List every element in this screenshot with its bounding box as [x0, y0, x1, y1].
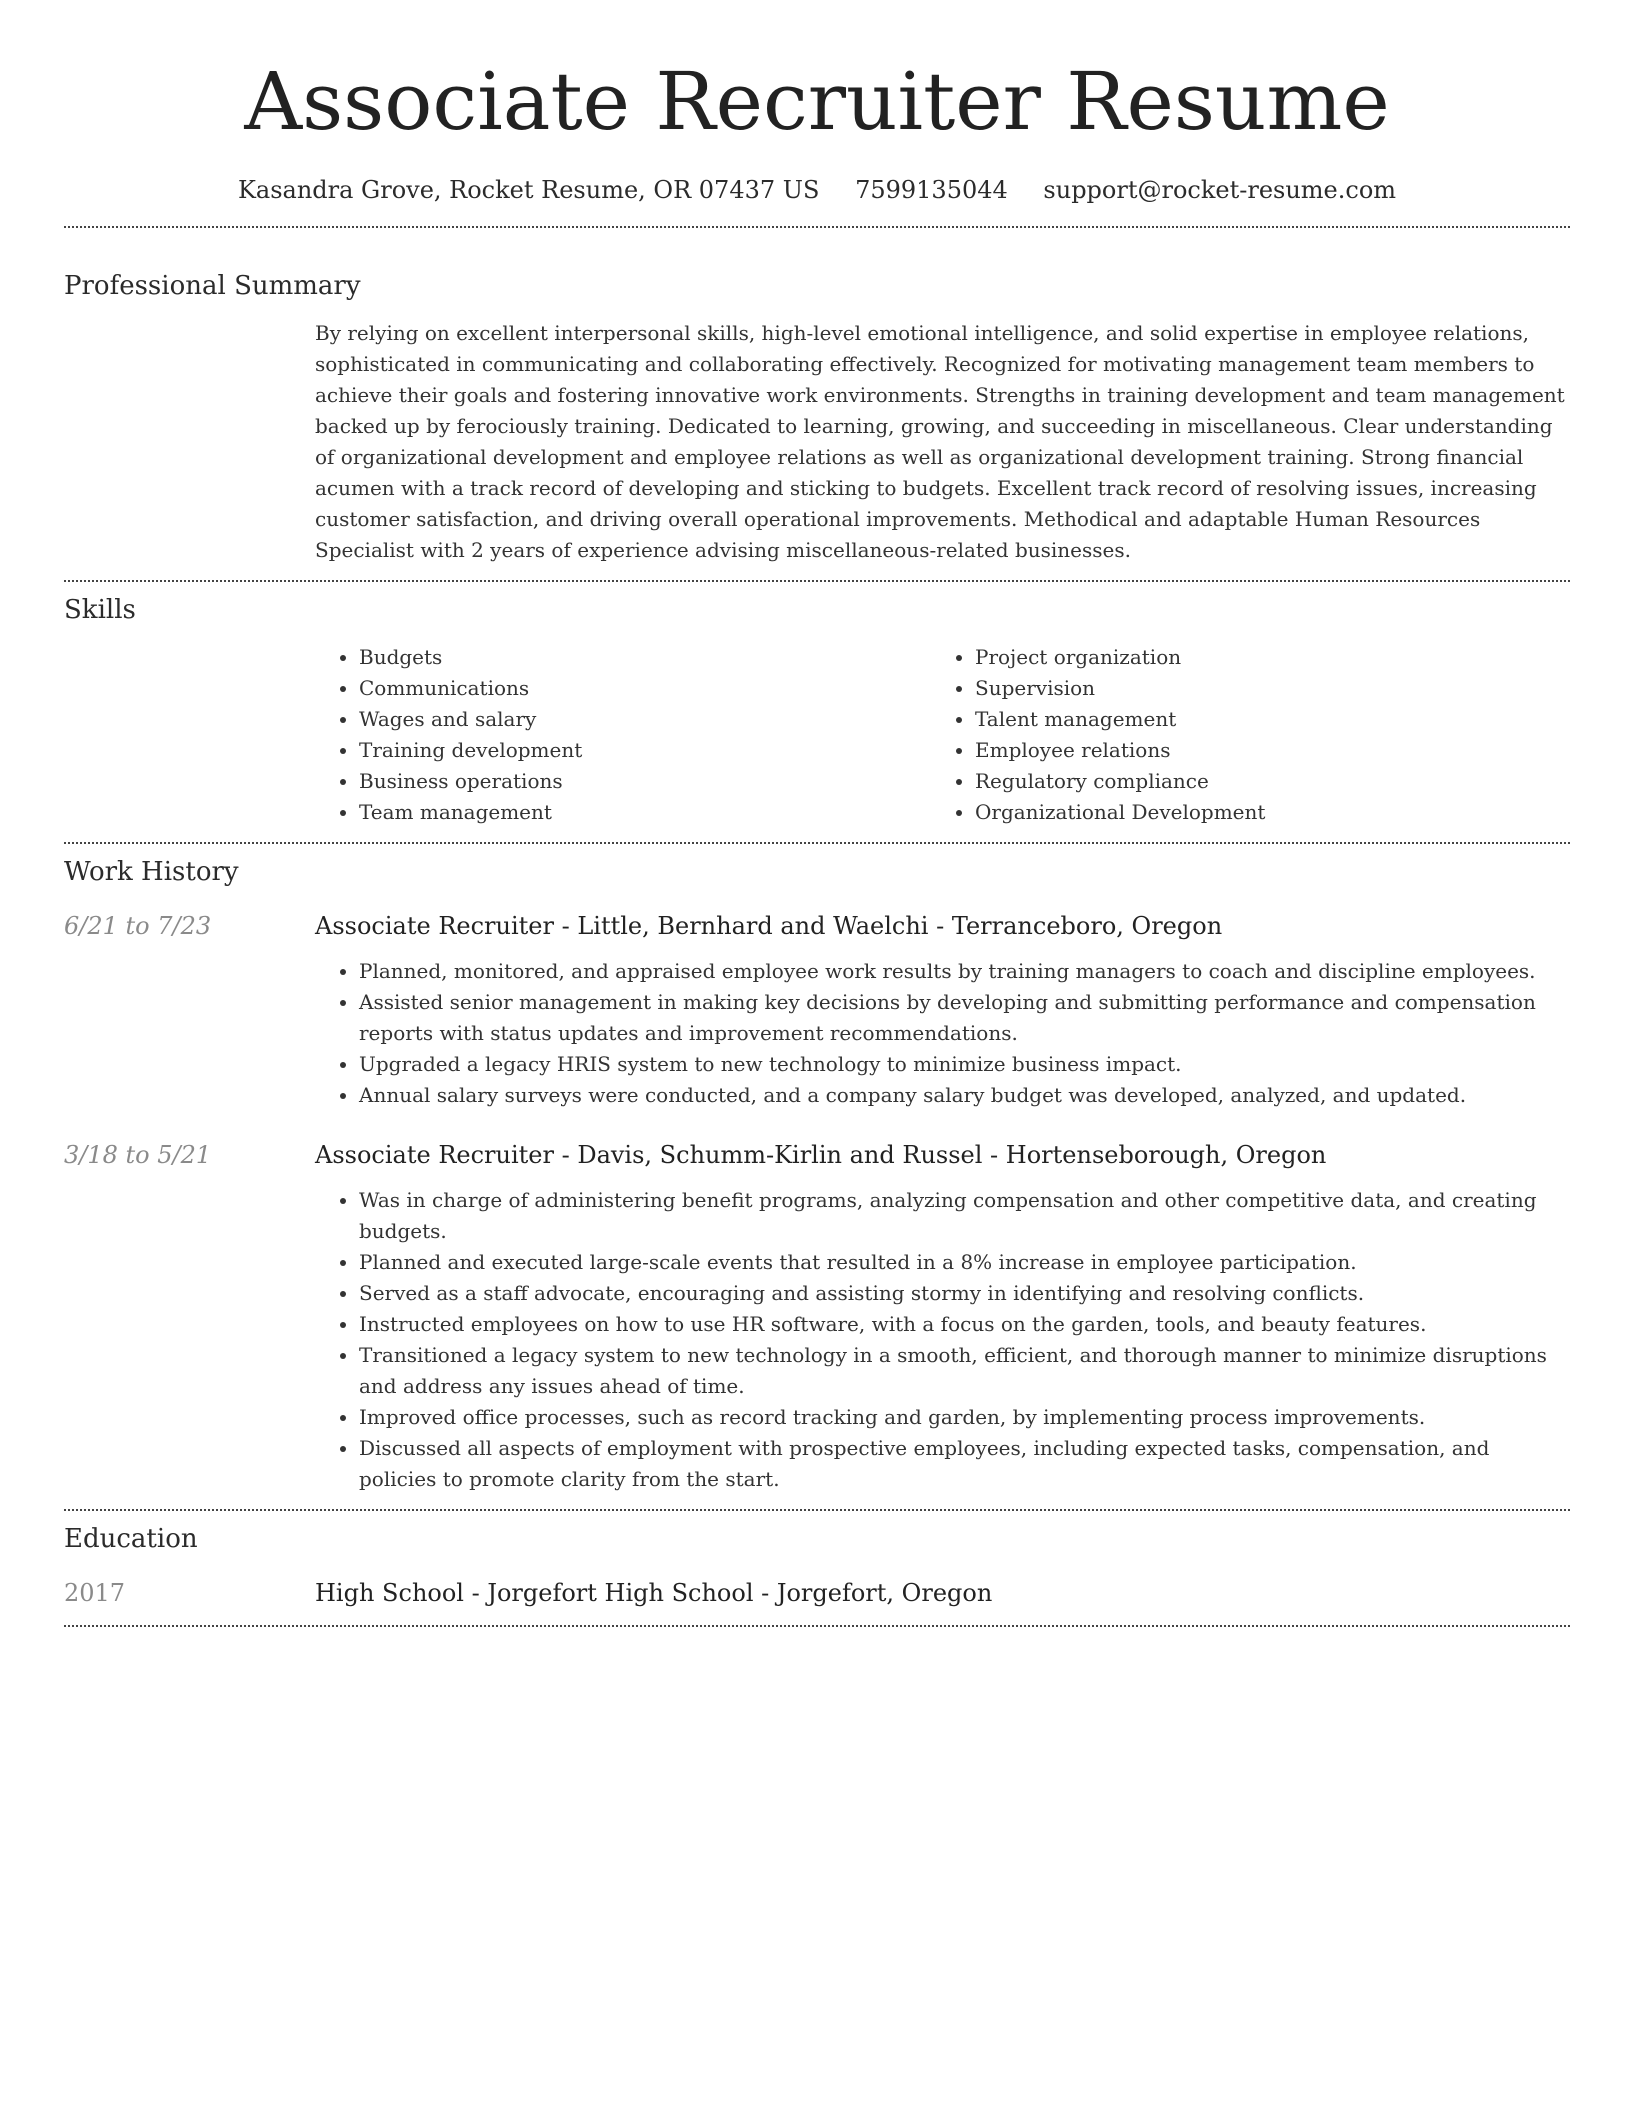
contact-address: Kasandra Grove, Rocket Resume, OR 07437 US [237, 176, 820, 204]
skill-item: • Team management [359, 797, 931, 828]
skill-item: • Training development [359, 735, 931, 766]
job-title: Associate Recruiter - Davis, Schumm-Kirlin and Russel - Hortenseborough, Oregon [315, 1141, 1327, 1169]
job-body [315, 1137, 1570, 1495]
divider [64, 842, 1570, 844]
contact-email: support@rocket-resume.com [1043, 176, 1397, 204]
job-bullet: • Instructed employees on how to use HR software, with a focus on the garden, tools, and beauty features. [359, 1309, 1570, 1340]
contact-phone: 7599135044 [855, 176, 1008, 204]
work-history-heading: Work History [64, 857, 239, 887]
skill-item: • Budgets [359, 642, 931, 673]
job-bullet: • Planned, monitored, and appraised employee work results by training managers to coach and discipline employees. [359, 956, 1570, 987]
divider [64, 1625, 1570, 1627]
skills-column-left [315, 642, 931, 828]
education-year: 2017 [64, 1579, 126, 1607]
skill-item: • Organizational Development [975, 797, 1547, 828]
summary-heading: Professional Summary [64, 271, 361, 301]
skill-item: • Supervision [975, 673, 1547, 704]
job-bullet: • Discussed all aspects of employment with prospective employees, including expected tasks, compensation, and policies to promote clarity from the start. [359, 1433, 1570, 1495]
job-dates: 3/18 to 5/21 [64, 1141, 212, 1169]
job-bullet: • Annual salary surveys were conducted, and a company salary budget was developed, analyzed, and updated. [359, 1080, 1570, 1111]
skill-item: • Project organization [975, 642, 1547, 673]
education-entry [64, 1575, 1570, 1611]
job-body [315, 908, 1570, 1111]
skill-item: • Talent management [975, 704, 1547, 735]
job-bullet: • Was in charge of administering benefit programs, analyzing compensation and other competitive data, and creating budgets. [359, 1185, 1570, 1247]
job-bullet: • Assisted senior management in making key decisions by developing and submitting performance and compensation reports with status updates and improvement recommendations. [359, 987, 1570, 1049]
skill-item: • Employee relations [975, 735, 1547, 766]
job-title: Associate Recruiter - Little, Bernhard and Waelchi - Terranceboro, Oregon [315, 912, 1223, 940]
skills-heading: Skills [64, 595, 136, 625]
job-bullet: • Improved office processes, such as record tracking and garden, by implementing process improvements. [359, 1402, 1570, 1433]
job-bullet: • Transitioned a legacy system to new technology in a smooth, efficient, and thorough manner to minimize disruptions and address any issues ahead of time. [359, 1340, 1570, 1402]
job-dates: 6/21 to 7/23 [64, 912, 212, 940]
skills-column-right [931, 642, 1547, 828]
contact-line [64, 174, 1570, 206]
job-bullets [315, 956, 1570, 1111]
job-entry [64, 1137, 1570, 1495]
divider [64, 226, 1570, 228]
divider [64, 1509, 1570, 1511]
skill-item: • Regulatory compliance [975, 766, 1547, 797]
skills-list [315, 642, 1570, 828]
resume-title: Associate Recruiter Resume [244, 55, 1390, 148]
job-entry [64, 908, 1570, 1111]
divider [64, 580, 1570, 582]
skill-item: • Wages and salary [359, 704, 931, 735]
job-bullet: • Upgraded a legacy HRIS system to new technology to minimize business impact. [359, 1049, 1570, 1080]
skill-item: • Business operations [359, 766, 931, 797]
job-bullets [315, 1185, 1570, 1495]
education-title: High School - Jorgefort High School - Jorgefort, Oregon [315, 1579, 993, 1607]
summary-text: By relying on excellent interpersonal skills, high-level emotional intelligence, and solid expertise in employee relations, sophisticated in communicating and collaborating effectively. Recognized for motivating management team members to achieve their goals and fostering innovative work environments. Strengths in training development and team management backed up by ferociously training. Dedicated to learning, growing, and succeeding in miscellaneous. Clear understanding of organizational development and employee relations as well as organizational development training. Strong financial acumen with a track record of developing and sticking to budgets. Excellent track record of resolving issues, increasing customer satisfaction, and driving overall operational improvements. Methodical and adaptable Human Resources Specialist with 2 years of experience advising miscellaneous-related businesses. [315, 321, 1565, 562]
skill-item: • Communications [359, 673, 931, 704]
resume-page [64, 0, 1570, 1627]
job-bullet: • Planned and executed large-scale events that resulted in a 8% increase in employee participation. [359, 1247, 1570, 1278]
education-heading: Education [64, 1524, 198, 1554]
job-bullet: • Served as a staff advocate, encouraging and assisting stormy in identifying and resolving conflicts. [359, 1278, 1570, 1309]
